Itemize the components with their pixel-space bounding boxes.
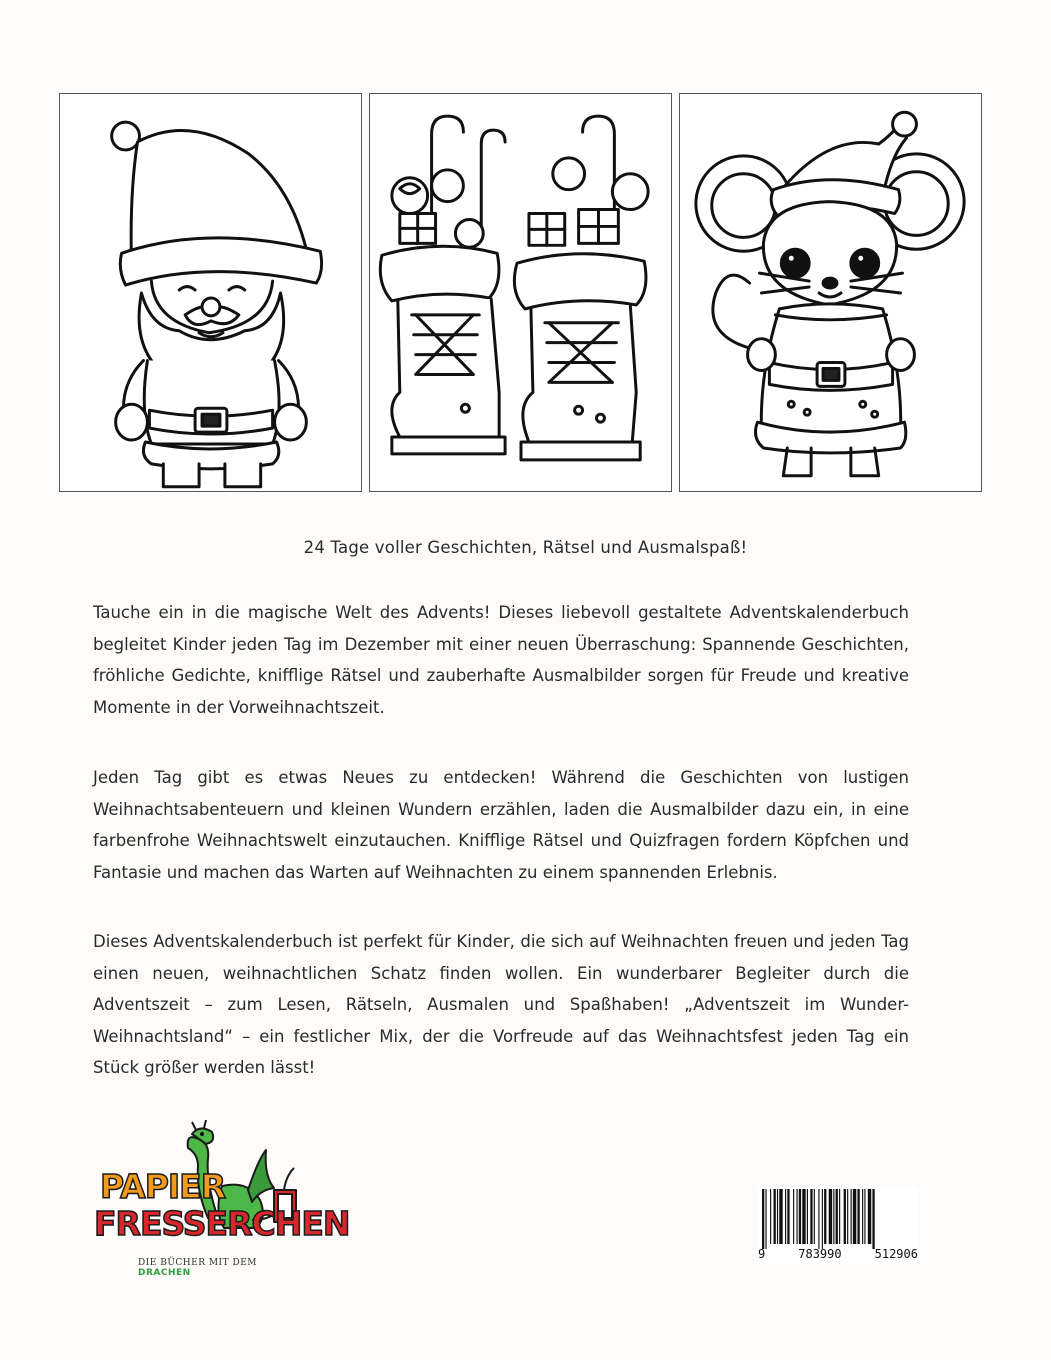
barcode-bar xyxy=(787,1189,789,1244)
barcode-bar xyxy=(851,1189,852,1244)
description-paragraph-3: Dieses Adventskalenderbuch ist perfekt für Kinder, die sich auf Weihnachten freuen und jeden Tag einen neuen, weihnachtlichen Schatz finden wollen. Ein wunderbarer Begleiter durch die Adventszeit – zum Lesen, Rätseln, Ausmalen und Spaßhaben! „Adventszeit im Wunder-Weihnachtsland“ – ein festlicher Mix, der die Vorfreude auf das Weihnachtsfest jeden Tag ein Stück größer werden lässt! xyxy=(93,932,909,1077)
publisher-logo xyxy=(88,1120,350,1280)
illustration-santa xyxy=(59,93,362,492)
description-paragraph-2: Jeden Tag gibt es etwas Neues zu entdecken! Während die Geschichten von lustigen Weihnachtsabenteuern und kleinen Wundern erzählen, laden die Ausmalbilder dazu ein, in eine farbenfrohe Weihnachtswelt einzutauchen. Knifflige Rätsel und Quizfragen fordern Köpfchen und Fantasie und machen das Warten auf Weihnachten zu einem spannenden Erlebnis. xyxy=(93,768,909,882)
barcode-bar xyxy=(872,1189,874,1249)
barcode-bar xyxy=(862,1189,863,1244)
barcode-bar xyxy=(844,1189,846,1244)
barcode-bar xyxy=(765,1189,766,1249)
barcode-bar xyxy=(762,1189,764,1249)
barcode-bar xyxy=(833,1189,834,1244)
barcode-bar xyxy=(779,1189,782,1244)
boots-drawing xyxy=(370,94,671,491)
barcode-digit-group-2: 783990 xyxy=(798,1247,842,1261)
barcode-bar xyxy=(793,1189,794,1244)
illustration-mouse xyxy=(679,93,982,492)
santa-drawing xyxy=(60,94,361,491)
barcode-bar xyxy=(847,1189,848,1244)
barcode-bar xyxy=(785,1189,786,1244)
barcode-bar xyxy=(822,1189,823,1249)
barcode-digit-group-1: 9 xyxy=(758,1247,766,1261)
barcode-bars xyxy=(758,1187,918,1249)
barcode-bar xyxy=(829,1189,832,1244)
publisher-tagline xyxy=(138,1258,303,1278)
barcode-bar xyxy=(818,1189,819,1249)
illustration-boots xyxy=(369,93,672,492)
mouse-drawing xyxy=(680,94,981,491)
tagline-prefix: DIE BÜCHER MIT DEM xyxy=(138,1258,257,1268)
barcode-bar xyxy=(853,1189,856,1244)
description-paragraph-1: Tauche ein in die magische Welt des Advents! Dieses liebevoll gestaltete Adventskalenderbuch begleitet Kinder jeden Tag im Dezember mit einer neuen Überraschung: Spannende Geschichten, fröhliche Gedichte, knifflige Rätsel und zauberhafte Ausmalbilder sorgen für Freude und kreative Momente in der Vorweihnachtszeit. xyxy=(93,603,909,717)
isbn-barcode xyxy=(758,1187,918,1265)
barcode-bar xyxy=(802,1189,805,1244)
barcode-bar xyxy=(824,1189,826,1244)
barcode-bar xyxy=(868,1189,871,1244)
barcode-bar xyxy=(797,1189,798,1244)
publisher-name-line1: PAPIER xyxy=(100,1167,226,1206)
barcode-bar xyxy=(777,1189,778,1244)
barcode-bar xyxy=(836,1189,838,1244)
barcode-bar xyxy=(770,1189,771,1244)
barcode-bar xyxy=(839,1189,840,1244)
barcode-bar xyxy=(807,1189,808,1244)
subtitle: 24 Tage voller Geschichten, Rätsel und Ausmalspaß! xyxy=(303,538,748,557)
tagline-highlight: DRACHEN xyxy=(138,1268,191,1278)
barcode-bar xyxy=(799,1189,801,1244)
barcode-digit-group-3: 512906 xyxy=(874,1247,918,1261)
publisher-name-line2: FRESSERCHEN xyxy=(94,1204,350,1243)
barcode-bar xyxy=(814,1189,815,1244)
barcode-bar xyxy=(864,1189,865,1244)
barcode-bar xyxy=(857,1189,859,1244)
barcode-bar xyxy=(774,1189,776,1244)
barcode-digits xyxy=(758,1247,918,1261)
barcode-bar xyxy=(810,1189,812,1244)
